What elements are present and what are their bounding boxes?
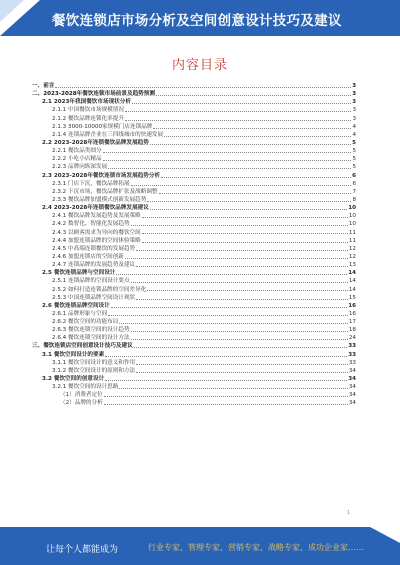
toc-entry-page: 3 <box>352 91 356 98</box>
toc-entry-page: 4 <box>352 131 356 138</box>
toc-entry[interactable] <box>32 383 356 391</box>
toc-entry-page: 34 <box>348 384 356 391</box>
toc-leader-dots <box>103 152 352 153</box>
toc-entry-title: 2.4.7 连锁品牌的发展趋势及建议 <box>52 262 136 269</box>
toc-entry-title: 三、餐饮连锁店空间创意设计技巧及建议 <box>32 343 133 350</box>
toc-entry-page: 11 <box>348 229 356 236</box>
toc-leader-dots <box>153 128 351 129</box>
toc-entry-title: 2.4.1 餐饮品牌发展趋势及发展策略 <box>52 213 141 220</box>
toc-entry-page: 16 <box>348 310 356 317</box>
toc-leader-dots <box>104 396 348 397</box>
toc-leader-dots <box>119 323 348 324</box>
toc-leader-dots <box>116 274 347 275</box>
toc-entry-page: 6 <box>352 180 356 187</box>
toc-entry-page: 10 <box>348 221 356 228</box>
toc-entry[interactable] <box>32 196 356 204</box>
toc-entry[interactable] <box>32 277 356 285</box>
toc-entry-title: 2.1.4 连锁品牌企业在三四线城市的快速发展 <box>52 131 164 138</box>
toc-entry[interactable] <box>32 343 356 351</box>
toc-entry-title: 2.5.3 中国连锁品牌空间设计现状 <box>52 294 136 301</box>
toc-leader-dots <box>131 282 348 283</box>
toc-entry-title: 2.1 2023年我国餐饮市场现状分析 <box>42 99 131 106</box>
toc-entry-page: 11 <box>348 237 356 244</box>
toc-entry-page: 3 <box>352 99 356 106</box>
toc-entry[interactable] <box>32 318 356 326</box>
toc-leader-dots <box>105 380 347 381</box>
toc-leader-dots <box>147 290 348 291</box>
toc-entry[interactable] <box>32 286 356 294</box>
toc-leader-dots <box>131 339 348 340</box>
toc-entry-page: 16 <box>348 302 356 309</box>
toc-entry-title: 2.4.2 数智化、智能化发展趋势 <box>52 221 130 228</box>
toc-entry-title: 2.4.5 中高端连锁餐饮的发展趋势 <box>52 245 136 252</box>
toc-entry-page: 5 <box>352 139 356 146</box>
toc-entry-page: 5 <box>352 156 356 163</box>
toc-leader-dots <box>108 315 348 316</box>
toc-entry[interactable] <box>32 399 356 407</box>
footer-tagline: 行业专家、管理专家、营销专家、战略专家、成功企业家…… <box>148 543 364 552</box>
toc-entry[interactable] <box>32 375 356 383</box>
toc-entry[interactable] <box>32 294 356 302</box>
toc-leader-dots <box>142 233 348 234</box>
toc-entry-page: 10 <box>348 213 356 220</box>
toc-entry-title: 2.6.2 餐饮空间的功能布局 <box>52 319 119 326</box>
toc-leader-dots <box>119 388 348 389</box>
toc-leader-dots <box>142 217 348 218</box>
toc-entry[interactable] <box>32 123 356 131</box>
toc-entry-page: 14 <box>348 270 356 277</box>
toc-entry-title: 2.1.2 餐饮品牌连锁化率提升 <box>52 115 124 122</box>
toc-entry[interactable] <box>32 310 356 318</box>
toc-entry-title: 2.2 2023-2028年连锁餐饮品牌发展趋势 <box>42 139 149 146</box>
toc-entry[interactable] <box>32 106 356 114</box>
toc-entry-title: 2.2.1 餐饮品类细分 <box>52 148 102 155</box>
toc-entry[interactable] <box>32 391 356 399</box>
toc-entry-page: 18 <box>348 327 356 334</box>
toc-entry[interactable] <box>32 302 356 310</box>
toc-leader-dots <box>104 404 348 405</box>
table-of-contents <box>32 82 356 408</box>
toc-entry-page: 12 <box>348 245 356 252</box>
toc-entry-title: 2.4.6 加盟连锁店的空间创新 <box>52 253 124 260</box>
toc-entry-title: 一、前言 <box>32 82 55 89</box>
toc-entry-title: 2.6.3 餐饮连锁空间的设计趋势 <box>52 327 130 334</box>
footer-corner <box>370 527 400 543</box>
toc-entry[interactable] <box>32 220 356 228</box>
toc-entry-page: 15 <box>348 294 356 301</box>
toc-entry[interactable] <box>32 229 356 237</box>
toc-entry[interactable] <box>32 172 356 180</box>
toc-leader-dots <box>159 193 352 194</box>
toc-leader-dots <box>103 160 352 161</box>
toc-entry[interactable] <box>32 326 356 334</box>
toc-entry-page: 7 <box>352 188 356 195</box>
toc-entry-title: 2.5 餐饮连锁品牌与空间设计 <box>42 270 116 277</box>
toc-leader-dots <box>131 331 348 332</box>
toc-leader-dots <box>125 120 351 121</box>
toc-entry[interactable] <box>32 98 356 106</box>
toc-entry[interactable] <box>32 147 356 155</box>
toc-entry-page: 10 <box>348 205 356 212</box>
toc-entry-page: 33 <box>348 359 356 366</box>
toc-entry-page: 34 <box>348 392 356 399</box>
toc-entry-title: 2.3 2023-2028年餐饮连锁市场发展趋势分析 <box>42 172 161 179</box>
toc-entry[interactable] <box>32 269 356 277</box>
toc-entry-title: 2.1.1 中国餐饮市场规模情况 <box>52 107 124 114</box>
toc-entry-title: 3.2 餐饮空间的创意设计 <box>42 376 105 383</box>
toc-leader-dots <box>150 144 351 145</box>
toc-leader-dots <box>132 103 351 104</box>
toc-leader-dots <box>136 266 348 267</box>
toc-entry-page: 8 <box>352 196 356 203</box>
toc-entry[interactable] <box>32 155 356 163</box>
footer-slogan: 让每个人都能成为 <box>46 545 119 555</box>
toc-entry-page: 34 <box>348 400 356 407</box>
toc-entry-title: 2.2.2 小吃小店精品 <box>52 156 102 163</box>
toc-leader-dots <box>142 242 348 243</box>
toc-entry[interactable] <box>32 334 356 342</box>
toc-entry-title: 3.1 餐饮空间设计的要素 <box>42 351 105 358</box>
toc-entry-page: 3 <box>352 115 356 122</box>
toc-leader-dots <box>108 168 351 169</box>
toc-entry-page: 6 <box>352 172 356 179</box>
toc-leader-dots <box>125 111 351 112</box>
toc-leader-dots <box>131 185 352 186</box>
toc-leader-dots <box>105 356 347 357</box>
toc-entry-title: 二、2023-2028年餐饮连锁市场前景及趋势预测 <box>32 91 155 98</box>
toc-entry-page: 5 <box>352 148 356 155</box>
toc-entry[interactable] <box>32 237 356 245</box>
toc-leader-dots <box>125 258 348 259</box>
toc-entry-title: 3.1.2 餐饮空间设计的原则和方法 <box>52 367 136 374</box>
toc-entry-page: 13 <box>348 262 356 269</box>
toc-entry[interactable] <box>32 82 356 90</box>
toc-entry-title: 2.3.2 下沉市场，餐饮品牌扩张及战略调整 <box>52 188 158 195</box>
toc-entry[interactable] <box>32 253 356 261</box>
toc-entry-page: 24 <box>348 335 356 342</box>
toc-entry-title: 2.2.3 品牌向纵深发展 <box>52 164 108 171</box>
toc-entry-page: 14 <box>348 278 356 285</box>
toc-entry-page: 17 <box>348 319 356 326</box>
toc-entry-page: 3 <box>352 82 356 89</box>
toc-entry[interactable] <box>32 367 356 375</box>
toc-leader-dots <box>136 372 348 373</box>
toc-entry-page: 14 <box>348 286 356 293</box>
toc-entry-page: 3 <box>352 107 356 114</box>
toc-entry[interactable] <box>32 261 356 269</box>
toc-leader-dots <box>147 201 351 202</box>
toc-entry-title: 2.4 2023-2028年连锁餐饮品牌发展建议 <box>42 205 149 212</box>
document-title: 餐饮连锁店市场分析及空间创意设计技巧及建议 <box>52 13 342 29</box>
toc-leader-dots <box>161 177 351 178</box>
toc-entry-title: 2.3.3 餐饮品牌加盟模式创新发展趋势 <box>52 196 147 203</box>
toc-entry[interactable] <box>32 131 356 139</box>
toc-heading: 内容目录 <box>171 58 228 73</box>
toc-entry[interactable] <box>32 163 356 171</box>
toc-entry-title: 2.6.4 餐饮连锁空间的设计方法 <box>52 335 130 342</box>
banner-corner-accent <box>0 0 24 22</box>
toc-entry-page: 34 <box>348 376 356 383</box>
toc-entry[interactable] <box>32 212 356 220</box>
toc-leader-dots <box>131 225 348 226</box>
toc-entry[interactable] <box>32 139 356 147</box>
toc-entry[interactable] <box>32 204 356 212</box>
toc-entry-title: 2.3.1 门店下沉，餐饮品牌拓展 <box>52 180 130 187</box>
toc-entry-title: 2.4.4 加盟连锁品牌的空间体验策略 <box>52 237 141 244</box>
toc-entry-title: 2.5.2 如何打造连锁品牌的空间差异化 <box>52 286 147 293</box>
toc-entry[interactable] <box>32 188 356 196</box>
toc-entry-title: （1）消费者定位 <box>60 392 103 399</box>
toc-entry-page: 12 <box>348 253 356 260</box>
toc-entry-page: 5 <box>352 164 356 171</box>
toc-entry[interactable] <box>32 359 356 367</box>
toc-entry-page: 34 <box>348 367 356 374</box>
toc-entry-title: 2.5.1 连锁品牌的空间设计要点 <box>52 278 130 285</box>
toc-entry[interactable] <box>32 351 356 359</box>
toc-leader-dots <box>136 364 348 365</box>
toc-entry-title: 3.1.1 餐饮空间设计的意义和作用 <box>52 359 136 366</box>
toc-leader-dots <box>136 299 348 300</box>
toc-entry-page: 33 <box>348 351 356 358</box>
toc-leader-dots <box>55 87 351 88</box>
toc-leader-dots <box>111 307 347 308</box>
toc-entry-page: 33 <box>348 343 356 350</box>
toc-entry-title: 2.1.3 3000-10000家规模门店连锁品牌 <box>52 123 153 130</box>
toc-entry[interactable] <box>32 245 356 253</box>
toc-entry-title: 3.2.1 餐饮空间的设计思路 <box>52 384 119 391</box>
toc-entry-page: 4 <box>352 123 356 130</box>
toc-leader-dots <box>156 95 351 96</box>
toc-leader-dots <box>136 250 348 251</box>
page-number: 1 <box>347 510 351 516</box>
toc-entry[interactable] <box>32 115 356 123</box>
toc-entry-title: （2）品牌的分析 <box>60 400 103 407</box>
toc-entry-title: 2.4.3 以顾客需求为导向的餐饮空间 <box>52 229 141 236</box>
toc-entry[interactable] <box>32 180 356 188</box>
toc-leader-dots <box>164 136 351 137</box>
toc-entry[interactable] <box>32 90 356 98</box>
toc-entry-title: 2.6 餐饮连锁品牌空间设计 <box>42 302 110 309</box>
toc-leader-dots <box>150 209 347 210</box>
toc-entry-title: 2.6.1 品牌形象与空间 <box>52 310 108 317</box>
toc-leader-dots <box>134 347 348 348</box>
